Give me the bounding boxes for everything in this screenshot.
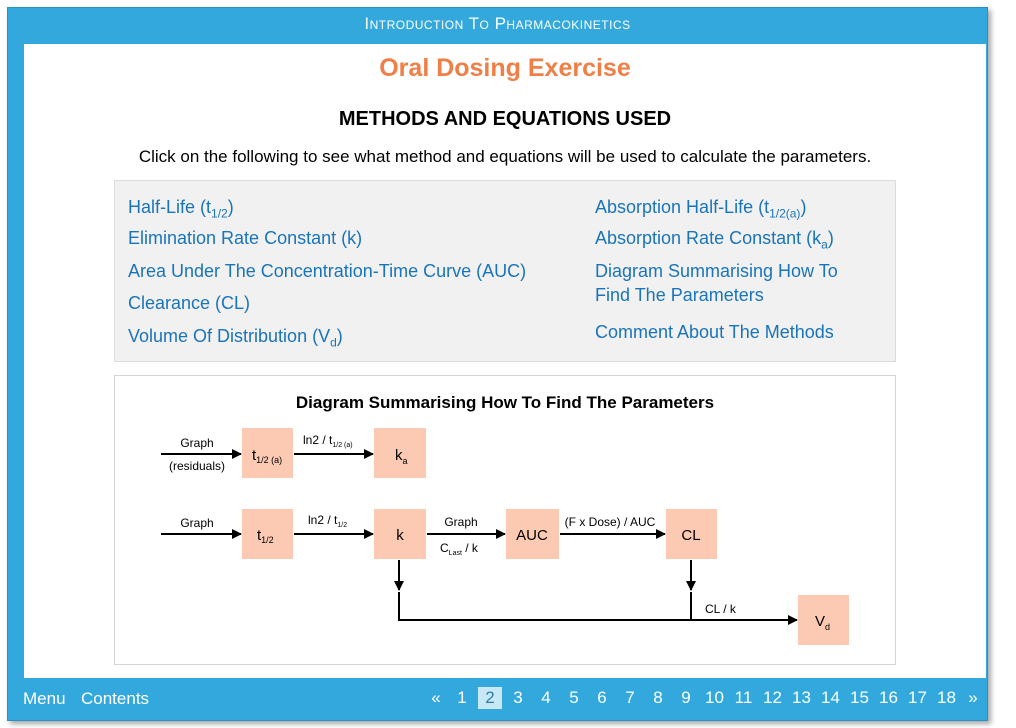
page-link-15[interactable]: 15 — [850, 688, 869, 707]
page-link-10[interactable]: 10 — [705, 688, 724, 707]
link-elimination-rate-constant[interactable]: Elimination Rate Constant (k) — [128, 228, 363, 248]
box-absorption-half-life-sub: 1/2 (a) — [256, 455, 283, 465]
link-diagram-summary[interactable]: Diagram Summarising How To Find The Parameters — [595, 261, 838, 305]
app-frame — [7, 7, 988, 721]
box-half-life — [242, 509, 293, 559]
label-ln2-row2-sub: 1/2 — [337, 522, 348, 529]
page-link-16[interactable]: 16 — [879, 688, 898, 707]
page-link-7[interactable]: 7 — [625, 688, 635, 707]
svg-text:CLast / k — [440, 541, 479, 557]
course-title: Introduction To Pharmacokinetics — [364, 14, 631, 33]
next-page-button[interactable]: » — [968, 688, 978, 707]
label-graph-auc: Graph — [444, 515, 478, 529]
page-link-6[interactable]: 6 — [597, 688, 607, 707]
box-vd-sub: d — [825, 622, 831, 632]
box-cl-label: CL — [681, 527, 701, 544]
box-auc-label: AUC — [516, 527, 548, 544]
svg-text:ln2 / t1/2 — [308, 513, 347, 529]
section-heading: METHODS AND EQUATIONS USED — [338, 108, 672, 130]
label-residuals: (residuals) — [168, 459, 226, 473]
label-ln2-row1-sub: 1/2 (a) — [332, 442, 353, 449]
page-link-5[interactable]: 5 — [569, 688, 579, 707]
page-link-8[interactable]: 8 — [653, 688, 663, 707]
label-ln2-row2: ln2 / t — [308, 513, 338, 527]
footer-nav — [8, 684, 987, 718]
page-link-13[interactable]: 13 — [792, 688, 811, 707]
box-k-label: k — [396, 527, 404, 544]
page-link-14[interactable]: 14 — [821, 688, 840, 707]
label-clast-tail: / k — [461, 541, 478, 555]
label-clast: C — [440, 541, 449, 555]
row-absorption — [161, 428, 426, 478]
page-link-18[interactable]: 18 — [937, 688, 956, 707]
page-link-2[interactable]: 2 — [478, 687, 502, 709]
contents-link[interactable]: Contents — [81, 689, 150, 708]
box-absorption-half-life-label: t — [252, 447, 257, 464]
link-absorption-rate-constant[interactable]: Absorption Rate Constant $(k_a)$ — [595, 228, 834, 252]
page-link-3[interactable]: 3 — [513, 688, 523, 707]
box-absorption-half-life — [242, 428, 293, 478]
label-graph-row1: Graph — [180, 436, 214, 450]
page-link-4[interactable]: 4 — [541, 688, 551, 707]
box-ka-sub: a — [402, 456, 408, 466]
diagram-panel — [114, 375, 896, 665]
link-absorption-half-life[interactable]: Absorption Half-Life $(t_{1/2(a)})$ — [595, 197, 807, 221]
method-links-box — [114, 180, 896, 362]
box-half-life-label: t — [257, 527, 262, 544]
link-clearance[interactable]: Clearance (CL) — [128, 293, 251, 313]
page-title: Oral Dosing Exercise — [379, 54, 631, 82]
page-link-11[interactable]: 11 — [734, 688, 753, 707]
link-comment-about-methods[interactable]: Comment About The Methods — [595, 322, 834, 342]
link-half-life[interactable]: Half-Life $(t_{1/2})$ — [128, 197, 234, 221]
box-ka-label: k — [395, 447, 403, 464]
prev-page-button[interactable]: « — [431, 688, 441, 707]
page-link-1[interactable]: 1 — [457, 688, 467, 707]
link-volume-of-distribution[interactable]: Volume Of Distribution $(V_d)$ — [128, 326, 343, 350]
page-link-12[interactable]: 12 — [763, 688, 782, 707]
row-elimination — [161, 509, 849, 645]
intro-text: Click on the following to see what method and equations will be used to calculate the parameters. — [138, 147, 872, 166]
diagram-title: Diagram Summarising How To Find The Parameters — [295, 393, 715, 412]
svg-text:ln2 / t1/2 (a) — [303, 433, 353, 449]
link-auc[interactable]: Area Under The Concentration-Time Curve (AUC) — [128, 261, 527, 281]
label-cl-over-k: CL / k — [705, 602, 736, 616]
label-clast-sub: Last — [448, 550, 462, 557]
page-link-17[interactable]: 17 — [908, 688, 927, 707]
menu-link[interactable]: Menu — [23, 689, 66, 708]
content-panel — [24, 44, 986, 678]
label-fdose-auc: (F x Dose) / AUC — [564, 515, 656, 529]
page-link-9[interactable]: 9 — [681, 688, 691, 707]
box-half-life-sub: 1/2 — [261, 535, 274, 545]
label-ln2-row1: ln2 / t — [303, 433, 333, 447]
box-vd-label: V — [815, 613, 826, 630]
parameter-flow-diagram — [115, 376, 895, 664]
pagination — [426, 687, 986, 711]
label-graph-row2: Graph — [180, 516, 214, 530]
